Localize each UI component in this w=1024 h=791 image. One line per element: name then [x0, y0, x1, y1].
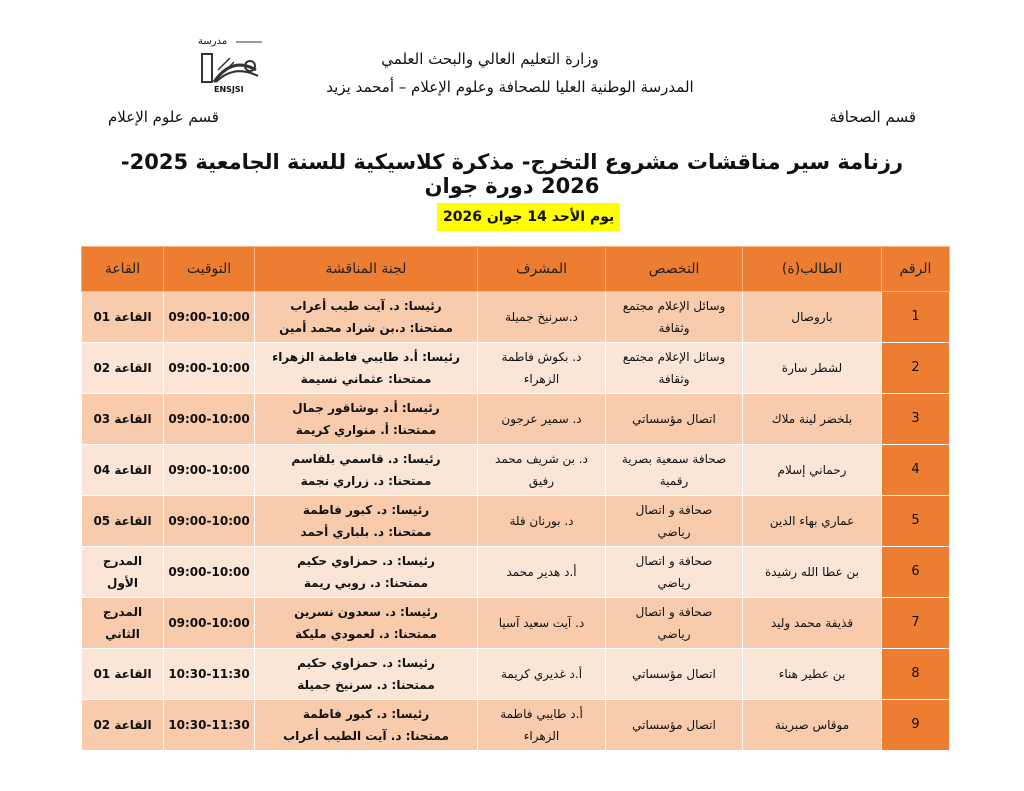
row-number-cell: 4: [882, 445, 950, 496]
department-media-sciences: قسم علوم الإعلام: [108, 108, 219, 126]
table-row: [82, 496, 950, 547]
supervisor-cell-line: أ.د غديري كريمة: [500, 667, 583, 681]
committee-cell-line: رئيسا: د. كبور فاطمة: [302, 707, 430, 721]
time-cell: 09:00-10:00: [164, 598, 255, 649]
row-number-cell: 5: [882, 496, 950, 547]
table-row: [82, 700, 950, 751]
committee-cell-line: ممتحنا: د. سرنيخ جميلة: [297, 678, 435, 692]
committee-cell-line: ممتحنا: أ. منواري كريمة: [295, 423, 437, 437]
column-header-number: الرقم: [882, 247, 950, 292]
specialty-cell: [606, 343, 743, 394]
committee-cell: [255, 292, 478, 343]
specialty-cell: [606, 496, 743, 547]
committee-cell-line: ممتحنا: د. زراري نجمة: [300, 474, 432, 488]
supervisor-cell: [478, 649, 606, 700]
room-cell: القاعة 03: [82, 394, 164, 445]
room-cell: القاعة 02: [82, 343, 164, 394]
committee-cell-line: رئيسا: د. آيت طيب أعراب: [290, 299, 442, 313]
document-title: رزنامة سير مناقشات مشروع التخرج- مذكرة كلاسيكية للسنة الجامعية 2025-2026 دورة جوان: [120, 150, 904, 198]
committee-cell-line: ممتحنا: د. روبي ريمة: [303, 576, 429, 590]
committee-cell-line: ممتحنا: د. لعمودي مليكة: [295, 627, 437, 641]
specialty-cell-line: رياضي: [657, 525, 691, 539]
supervisor-cell-line: د.سرنيخ جميلة: [505, 310, 578, 324]
row-number-cell: 9: [882, 700, 950, 751]
supervisor-cell: [478, 394, 606, 445]
student-name-cell: رحماني إسلام: [743, 445, 882, 496]
school-name: المدرسة الوطنية العليا للصحافة وعلوم الإعلام – أمحمد يزيد: [326, 78, 694, 96]
specialty-cell-line: وسائل الإعلام مجتمع: [622, 350, 726, 364]
department-journalism: قسم الصحافة: [829, 108, 916, 126]
row-number-cell: 6: [882, 547, 950, 598]
committee-cell-line: ممتحنا: د.بن شراد محمد أمين: [279, 321, 453, 335]
day-label: يوم الأحد 14 جوان 2026: [437, 203, 620, 231]
row-number-cell: 7: [882, 598, 950, 649]
specialty-cell-line: وسائل الإعلام مجتمع: [622, 299, 726, 313]
committee-cell-line: رئيسا: أ.د بوشاقور جمال: [292, 401, 440, 415]
student-name-cell: عماري بهاء الدين: [743, 496, 882, 547]
column-header-student: الطالب(ة): [743, 247, 882, 292]
committee-cell: [255, 445, 478, 496]
specialty-cell-line: صحافة و اتصال: [635, 503, 713, 517]
defense-schedule-table: [81, 246, 950, 751]
specialty-cell-line: اتصال مؤسساتي: [632, 718, 716, 732]
specialty-cell: [606, 700, 743, 751]
supervisor-cell-line: د. بن شريف محمد: [495, 452, 588, 466]
specialty-cell-line: وثقافة: [658, 321, 690, 335]
logo-caption: ENSJSI: [214, 85, 244, 94]
committee-cell: [255, 496, 478, 547]
time-cell: 09:00-10:00: [164, 496, 255, 547]
committee-cell: [255, 598, 478, 649]
specialty-cell-line: اتصال مؤسساتي: [632, 667, 716, 681]
supervisor-cell: [478, 496, 606, 547]
specialty-cell: [606, 649, 743, 700]
time-cell: 09:00-10:00: [164, 547, 255, 598]
table-row: [82, 292, 950, 343]
supervisor-cell-line: أ.د هدير محمد: [506, 565, 577, 579]
supervisor-cell: [478, 598, 606, 649]
specialty-cell: [606, 292, 743, 343]
room-cell: المدرج الأول: [82, 547, 164, 598]
column-header-committee: لجنة المناقشة: [255, 247, 478, 292]
supervisor-cell-line: رفيق: [528, 474, 555, 488]
supervisor-cell: [478, 547, 606, 598]
table-row: [82, 598, 950, 649]
student-name-cell: بلخضر لينة ملاك: [743, 394, 882, 445]
time-cell: 09:00-10:00: [164, 292, 255, 343]
logo-arabic-text: مدرسة: [198, 36, 228, 47]
supervisor-cell: [478, 700, 606, 751]
room-cell: القاعة 01: [82, 292, 164, 343]
column-header-supervisor: المشرف: [478, 247, 606, 292]
committee-cell-line: ممتحنا: د. بلباري أحمد: [300, 525, 432, 539]
table-row: [82, 445, 950, 496]
supervisor-cell-line: الزهراء: [523, 729, 560, 743]
supervisor-cell-line: د. آيت سعيد آسيا: [498, 616, 585, 630]
table-row: [82, 649, 950, 700]
specialty-cell: [606, 394, 743, 445]
committee-cell: [255, 700, 478, 751]
table-row: [82, 394, 950, 445]
student-name-cell: بن عطا الله رشيدة: [743, 547, 882, 598]
supervisor-cell-line: الزهراء: [523, 372, 560, 386]
school-logo: [196, 36, 266, 98]
committee-cell-line: ممتحنا: د. آيت الطيب أعراب: [283, 729, 449, 743]
supervisor-cell-line: د. بورنان فلة: [509, 514, 574, 528]
specialty-cell-line: اتصال مؤسساتي: [632, 412, 716, 426]
column-header-room: القاعة: [82, 247, 164, 292]
room-cell: القاعة 02: [82, 700, 164, 751]
specialty-cell: [606, 598, 743, 649]
specialty-cell-line: رياضي: [657, 627, 691, 641]
specialty-cell-line: رقمية: [659, 474, 689, 488]
specialty-cell-line: صحافة سمعية بصرية: [621, 452, 727, 466]
row-number-cell: 2: [882, 343, 950, 394]
ministry-name: وزارة التعليم العالي والبحث العلمي: [381, 50, 599, 68]
time-cell: 10:30-11:30: [164, 700, 255, 751]
committee-cell-line: رئيسا: د. كبور فاطمة: [302, 503, 430, 517]
supervisor-cell-line: أ.د طايبي فاطمة: [500, 707, 583, 721]
committee-cell: [255, 547, 478, 598]
supervisor-cell-line: د. بكوش فاطمة: [501, 350, 582, 364]
specialty-cell: [606, 445, 743, 496]
column-header-specialty: التخصص: [606, 247, 743, 292]
time-cell: 09:00-10:00: [164, 445, 255, 496]
student-name-cell: موقاس صبرينة: [743, 700, 882, 751]
specialty-cell-line: رياضي: [657, 576, 691, 590]
specialty-cell-line: صحافة و اتصال: [635, 605, 713, 619]
table-row: [82, 343, 950, 394]
column-header-time: التوقيت: [164, 247, 255, 292]
committee-cell-line: رئيسا: أ.د طايبي فاطمة الزهراء: [272, 350, 460, 364]
supervisor-cell: [478, 343, 606, 394]
specialty-cell-line: صحافة و اتصال: [635, 554, 713, 568]
student-name-cell: لشطر سارة: [743, 343, 882, 394]
room-cell: القاعة 01: [82, 649, 164, 700]
time-cell: 10:30-11:30: [164, 649, 255, 700]
committee-cell-line: رئيسا: د. سعدون نسرين: [294, 605, 438, 619]
time-cell: 09:00-10:00: [164, 394, 255, 445]
committee-cell-line: رئيسا: د. حمزاوي حكيم: [297, 554, 435, 568]
row-number-cell: 3: [882, 394, 950, 445]
committee-cell: [255, 649, 478, 700]
committee-cell: [255, 343, 478, 394]
row-number-cell: 8: [882, 649, 950, 700]
student-name-cell: باروصال: [743, 292, 882, 343]
table-row: [82, 547, 950, 598]
room-cell: القاعة 04: [82, 445, 164, 496]
committee-cell-line: رئيسا: د. قاسمي بلقاسم: [291, 452, 441, 466]
room-cell: المدرج الثاني: [82, 598, 164, 649]
table-header-row: [82, 247, 950, 292]
room-cell: القاعة 05: [82, 496, 164, 547]
time-cell: 09:00-10:00: [164, 343, 255, 394]
specialty-cell: [606, 547, 743, 598]
committee-cell: [255, 394, 478, 445]
committee-cell-line: ممتحنا: عثماني نسيمة: [300, 372, 432, 386]
student-name-cell: قذيفة محمد وليد: [743, 598, 882, 649]
supervisor-cell: [478, 292, 606, 343]
supervisor-cell-line: د. سمير عرجون: [501, 412, 582, 426]
row-number-cell: 1: [882, 292, 950, 343]
student-name-cell: بن عطير هناء: [743, 649, 882, 700]
committee-cell-line: رئيسا: د. حمزاوي حكيم: [297, 656, 435, 670]
specialty-cell-line: وثقافة: [658, 372, 690, 386]
supervisor-cell: [478, 445, 606, 496]
